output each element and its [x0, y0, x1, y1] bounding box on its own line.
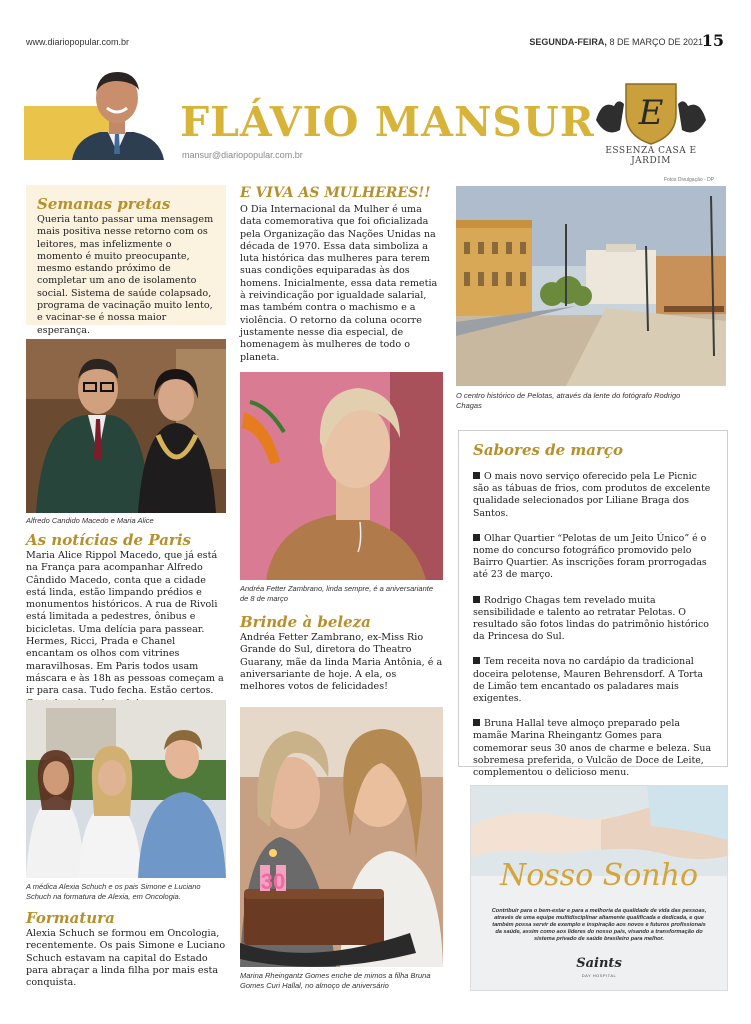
formatura-title: Formatura: [26, 909, 115, 927]
formatura-article: [26, 910, 226, 989]
list-item: Rodrigo Chagas tem revelado muita sensibilidade e talento ao retratar Pelotas. O resultado são fotos lindas do patrimônio histórico da Princesa do Sul.: [473, 594, 709, 643]
alfredo-caption: Alfredo Candido Macedo e Maria Alice: [26, 516, 154, 525]
andrea-caption: Andréa Fetter Zambrano, linda sempre, é a aniversariante de 8 de março: [240, 584, 434, 603]
sabores-list: [459, 471, 727, 779]
semanas-title: Semanas pretas: [37, 195, 171, 213]
site-url: www.diariopopular.com.br: [26, 37, 130, 47]
bullet-square-icon: [473, 719, 480, 726]
pelotas-photo: [456, 186, 726, 386]
pelotas-caption: O centro histórico de Pelotas, através da lente do fotógrafo Rodrigo Chagas: [456, 391, 681, 410]
ad-text: Contribuir para o bem-estar e para a melhoria da qualidade de vida das pessoas, através de uma equipe multidisciplinar altamente qualificada e dedicada, e que também possa servir de exemplo e inspiração aos novos e futuros profissionais da saúde, assim como aos líderes do nosso país, visando a transformação do sistema privado de saúde brasileiro para melhor.: [491, 908, 707, 942]
columnist-email[interactable]: mansur@diariopopular.com.br: [182, 150, 303, 160]
sponsor-initial: E: [638, 93, 664, 133]
page-number: 15: [701, 31, 724, 50]
brinde-article: [240, 614, 443, 693]
paris-text: Maria Alice Rippol Macedo, que já está na França para acompanhar Alfredo Cândido Macedo, conta que a cidade está linda, estão limpando prédios e monumentos históricos. A rua de Rivoli está limitada a pedestres, ônibus e bicicletas. Uma delícia para passear. Hermes, Ricci, Prada e Chanel encantam os olhos com vitrines maravilhosas. Em Paris todos usam máscara e às 18h as pessoas começam a ir para casa. Tudo fecha. Estão certos.: [26, 550, 224, 697]
marina-caption: Marina Rheingantz Gomes enche de mimos a filha Bruna Gomes Curi Hallal, no almoço de aniversário: [240, 971, 431, 990]
weekday: SEGUNDA-FEIRA,: [529, 37, 607, 47]
viva-title: E VIVA AS MULHERES!!: [240, 185, 431, 201]
paris-title: As notícias de Paris: [26, 531, 191, 549]
photo-credit: Fotos Divulgação - DP: [664, 177, 715, 183]
marina-photo: [240, 707, 443, 967]
cake-number: 30: [260, 869, 286, 894]
formatura-text: Alexia Schuch se formou em Oncologia, recentemente. Os pais Simone e Luciano Schuch estavam na capital do Estado para abraçar a linda filha por mais esta conquista.: [26, 928, 226, 989]
dateline: [529, 37, 703, 47]
sabores-box: [458, 430, 728, 779]
saints-ad[interactable]: [470, 785, 728, 991]
alfredo-photo: [26, 339, 226, 513]
paris-article: [26, 532, 226, 710]
bullet-square-icon: [473, 534, 480, 541]
andrea-photo: [240, 372, 443, 580]
brinde-title: Brinde à beleza: [240, 613, 371, 631]
bullet-square-icon: [473, 472, 480, 479]
list-item: O mais novo serviço oferecido pela Le Picnic são as tábuas de frios, com produtos de excelente qualidade selecionados por Liliane Braga dos Santos.: [473, 471, 711, 519]
alexia-caption: A médica Alexia Schuch e os pais Simone e Luciano Schuch na formatura de Alexia, em Oncologia.: [26, 882, 201, 901]
sabores-title: Sabores de março: [473, 441, 624, 459]
ad-headline: Nosso Sonho: [499, 858, 699, 893]
semanas-box: [26, 185, 226, 336]
column-title: FLÁVIO MANSUR: [180, 98, 595, 146]
sponsor-name: ESSENZA CASA E JARDIM: [605, 146, 697, 166]
bullet-square-icon: [473, 657, 480, 664]
brinde-text: Andréa Fetter Zambrano, ex-Miss Rio Grande do Sul, diretora do Theatro Guarany, mãe da linda Maria Antônia, é a aniversariante de hoje. A ela, os melhores votos de felicidades!: [240, 632, 443, 693]
list-item: Bruna Hallal teve almoço preparado pela mamãe Marina Rheingantz Gomes para comemorar seus 30 anos de charme e beleza. Sua sobremesa preferida, o Vulcão de Doce de Leite, complementou o delicioso menu.: [473, 718, 712, 779]
ad-brand-sub: DAY HOSPITAL: [581, 973, 617, 978]
list-item: Tem receita nova no cardápio da tradicional doceira pelotense, Mauren Behrensdorf. A Torta de Limão tem encantado os paladares mais exigentes.: [473, 656, 703, 705]
alexia-photo: [26, 700, 226, 878]
list-item: Olhar Quartier “Pelotas de um Jeito Único” é o nome do concurso fotográfico promovido pelo Bairro Quartier. As inscrições foram prorrogadas até 23 de março.: [473, 532, 707, 581]
date: 8 DE MARÇO DE 2021: [609, 37, 703, 47]
viva-article: [240, 185, 444, 364]
viva-text: O Dia Internacional da Mulher é uma data comemorativa que foi oficializada pela Organização das Nações Unidas na década de 1970. Essa data simboliza a luta histórica das mulheres para terem suas condições equiparadas às dos homens. Inicialmente, essa data remetia à reivindicação por igualdade salarial, mas também contra o machismo e a violência. O retorno da coluna ocorre justamente nesse dia especial, de homenagem às mulheres de todo o planeta.: [240, 204, 438, 363]
semanas-text: Queria tanto passar uma mensagem mais positiva nesse retorno com os leitores, mas infelizmente o momento é muito preocupante, mesmo estando próximo de completar um ano de isolamento social. Sistema de saúde colapsado, programa de vacinação muito lento, e vacinar-se é nossa maior esperança.: [37, 214, 214, 336]
columnist-photo: [64, 68, 170, 160]
bullet-square-icon: [473, 596, 480, 603]
ad-brand: Saints: [576, 956, 622, 971]
